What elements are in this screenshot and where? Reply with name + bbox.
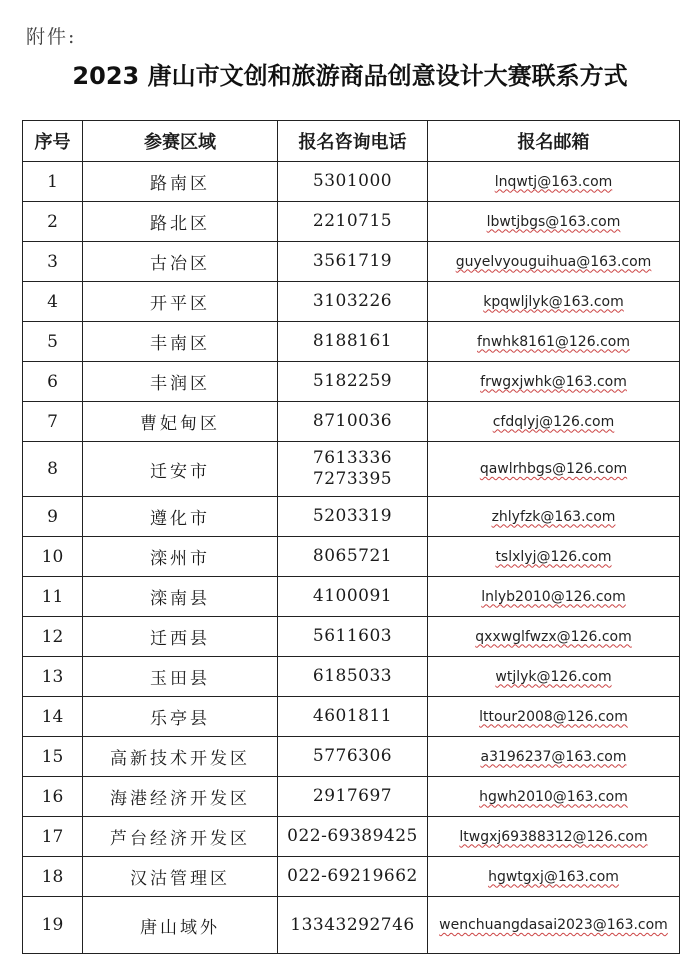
row-email [428, 537, 680, 577]
email-address: lttour2008@126.com [479, 708, 628, 725]
email-address: frwgxjwhk@163.com [480, 373, 627, 390]
row-phone [278, 577, 428, 617]
row-region: 古冶区 [83, 242, 278, 282]
email-address: ltwgxj69388312@126.com [459, 828, 648, 845]
phone-number: 13343292746 [290, 914, 415, 935]
row-region: 开平区 [83, 282, 278, 322]
phone-number: 5182259 [312, 371, 393, 391]
row-region: 乐亭县 [83, 697, 278, 737]
table-row [23, 362, 680, 402]
row-region: 迁安市 [83, 442, 278, 497]
row-number: 9 [23, 497, 83, 537]
table-row [23, 817, 680, 857]
row-email [428, 497, 680, 537]
table-row [23, 777, 680, 817]
row-phone [278, 817, 428, 857]
phone-number: 8065721 [312, 546, 393, 566]
row-email [428, 857, 680, 897]
header-phone: 报名咨询电话 [278, 121, 428, 162]
row-number: 3 [23, 242, 83, 282]
phone-number: 7273395 [312, 469, 393, 489]
row-region: 唐山域外 [83, 897, 278, 954]
table-row [23, 577, 680, 617]
row-email [428, 402, 680, 442]
email-address: kpqwljlyk@163.com [483, 293, 624, 310]
row-phone [278, 242, 428, 282]
row-number: 1 [23, 162, 83, 202]
row-region: 汉沽管理区 [83, 857, 278, 897]
phone-number: 3561719 [312, 251, 393, 271]
row-email [428, 442, 680, 497]
row-region: 路北区 [83, 202, 278, 242]
phone-number: 7613336 [312, 448, 393, 468]
row-number: 17 [23, 817, 83, 857]
row-email [428, 697, 680, 737]
email-address: wtjlyk@126.com [495, 668, 612, 685]
email-address: cfdqlyj@126.com [492, 413, 615, 430]
table-row [23, 857, 680, 897]
table-row [23, 697, 680, 737]
email-address: fnwhk8161@126.com [477, 333, 630, 350]
row-number: 11 [23, 577, 83, 617]
row-number: 8 [23, 442, 83, 497]
row-region: 迁西县 [83, 617, 278, 657]
table-row [23, 657, 680, 697]
row-phone [278, 202, 428, 242]
table-header-row [23, 121, 680, 162]
phone-number: 8188161 [312, 331, 393, 351]
phone-number: 2210715 [312, 211, 393, 231]
table-row [23, 242, 680, 282]
phone-number: 4100091 [312, 586, 393, 606]
phone-number: 022-69219662 [287, 866, 418, 886]
row-email [428, 242, 680, 282]
row-phone [278, 697, 428, 737]
table-row [23, 537, 680, 577]
table-row [23, 897, 680, 954]
header-email: 报名邮箱 [428, 121, 680, 162]
phone-number: 5611603 [312, 626, 393, 646]
table-row [23, 282, 680, 322]
row-email [428, 777, 680, 817]
row-region: 海港经济开发区 [83, 777, 278, 817]
contact-table [22, 120, 680, 954]
row-number: 15 [23, 737, 83, 777]
phone-number: 5301000 [312, 171, 393, 191]
phone-number: 022-69389425 [287, 826, 418, 846]
phone-number: 3103226 [312, 291, 393, 311]
row-region: 丰南区 [83, 322, 278, 362]
row-email [428, 162, 680, 202]
row-phone [278, 617, 428, 657]
table-row [23, 162, 680, 202]
row-phone [278, 442, 428, 497]
email-address: wenchuangdasai2023@163.com [439, 917, 668, 933]
row-phone [278, 857, 428, 897]
email-address: lbwtjbgs@163.com [486, 213, 621, 230]
table-row [23, 497, 680, 537]
row-email [428, 322, 680, 362]
email-address: a3196237@163.com [480, 748, 627, 765]
row-phone [278, 537, 428, 577]
row-number: 7 [23, 402, 83, 442]
email-address: hgwtgxj@163.com [488, 868, 619, 885]
email-address: hgwh2010@163.com [479, 788, 628, 805]
row-phone [278, 162, 428, 202]
email-address: lnqwtj@163.com [494, 173, 613, 190]
phone-number: 5776306 [312, 746, 393, 766]
row-email [428, 657, 680, 697]
email-address: qxxwglfwzx@126.com [475, 628, 632, 645]
row-email [428, 897, 680, 954]
table-row [23, 442, 680, 497]
row-region: 高新技术开发区 [83, 737, 278, 777]
email-address: tslxlyj@126.com [495, 548, 612, 565]
row-number: 18 [23, 857, 83, 897]
phone-number: 6185033 [312, 666, 393, 686]
row-phone [278, 322, 428, 362]
row-email [428, 282, 680, 322]
row-phone [278, 402, 428, 442]
page-title: 2023 唐山市文创和旅游商品创意设计大赛联系方式 [72, 62, 628, 90]
row-number: 10 [23, 537, 83, 577]
row-region: 芦台经济开发区 [83, 817, 278, 857]
table-row [23, 402, 680, 442]
phone-number: 5203319 [312, 506, 393, 526]
row-region: 丰润区 [83, 362, 278, 402]
row-number: 5 [23, 322, 83, 362]
attachment-label: 附件: [26, 26, 77, 48]
row-number: 2 [23, 202, 83, 242]
row-region: 遵化市 [83, 497, 278, 537]
row-phone [278, 497, 428, 537]
row-number: 4 [23, 282, 83, 322]
phone-number: 8710036 [312, 411, 393, 431]
row-number: 13 [23, 657, 83, 697]
row-phone [278, 362, 428, 402]
email-address: lnlyb2010@126.com [481, 588, 626, 605]
phone-number: 2917697 [312, 786, 393, 806]
row-number: 12 [23, 617, 83, 657]
row-phone [278, 282, 428, 322]
row-email [428, 617, 680, 657]
row-region: 滦州市 [83, 537, 278, 577]
row-number: 6 [23, 362, 83, 402]
row-region: 曹妃甸区 [83, 402, 278, 442]
phone-number: 4601811 [312, 706, 393, 726]
table-row [23, 617, 680, 657]
email-address: guyelvyouguihua@163.com [455, 253, 652, 270]
row-phone [278, 897, 428, 954]
row-email [428, 362, 680, 402]
email-address: qawlrhbgs@126.com [479, 461, 628, 477]
row-phone [278, 737, 428, 777]
row-number: 14 [23, 697, 83, 737]
row-email [428, 817, 680, 857]
header-number: 序号 [23, 121, 83, 162]
row-region: 玉田县 [83, 657, 278, 697]
row-email [428, 737, 680, 777]
row-email [428, 202, 680, 242]
table-row [23, 202, 680, 242]
row-number: 19 [23, 897, 83, 954]
row-phone [278, 657, 428, 697]
table-row [23, 737, 680, 777]
email-address: zhlyfzk@163.com [491, 508, 616, 525]
row-number: 16 [23, 777, 83, 817]
row-region: 滦南县 [83, 577, 278, 617]
row-email [428, 577, 680, 617]
header-region: 参赛区域 [83, 121, 278, 162]
row-phone [278, 777, 428, 817]
row-region: 路南区 [83, 162, 278, 202]
table-row [23, 322, 680, 362]
